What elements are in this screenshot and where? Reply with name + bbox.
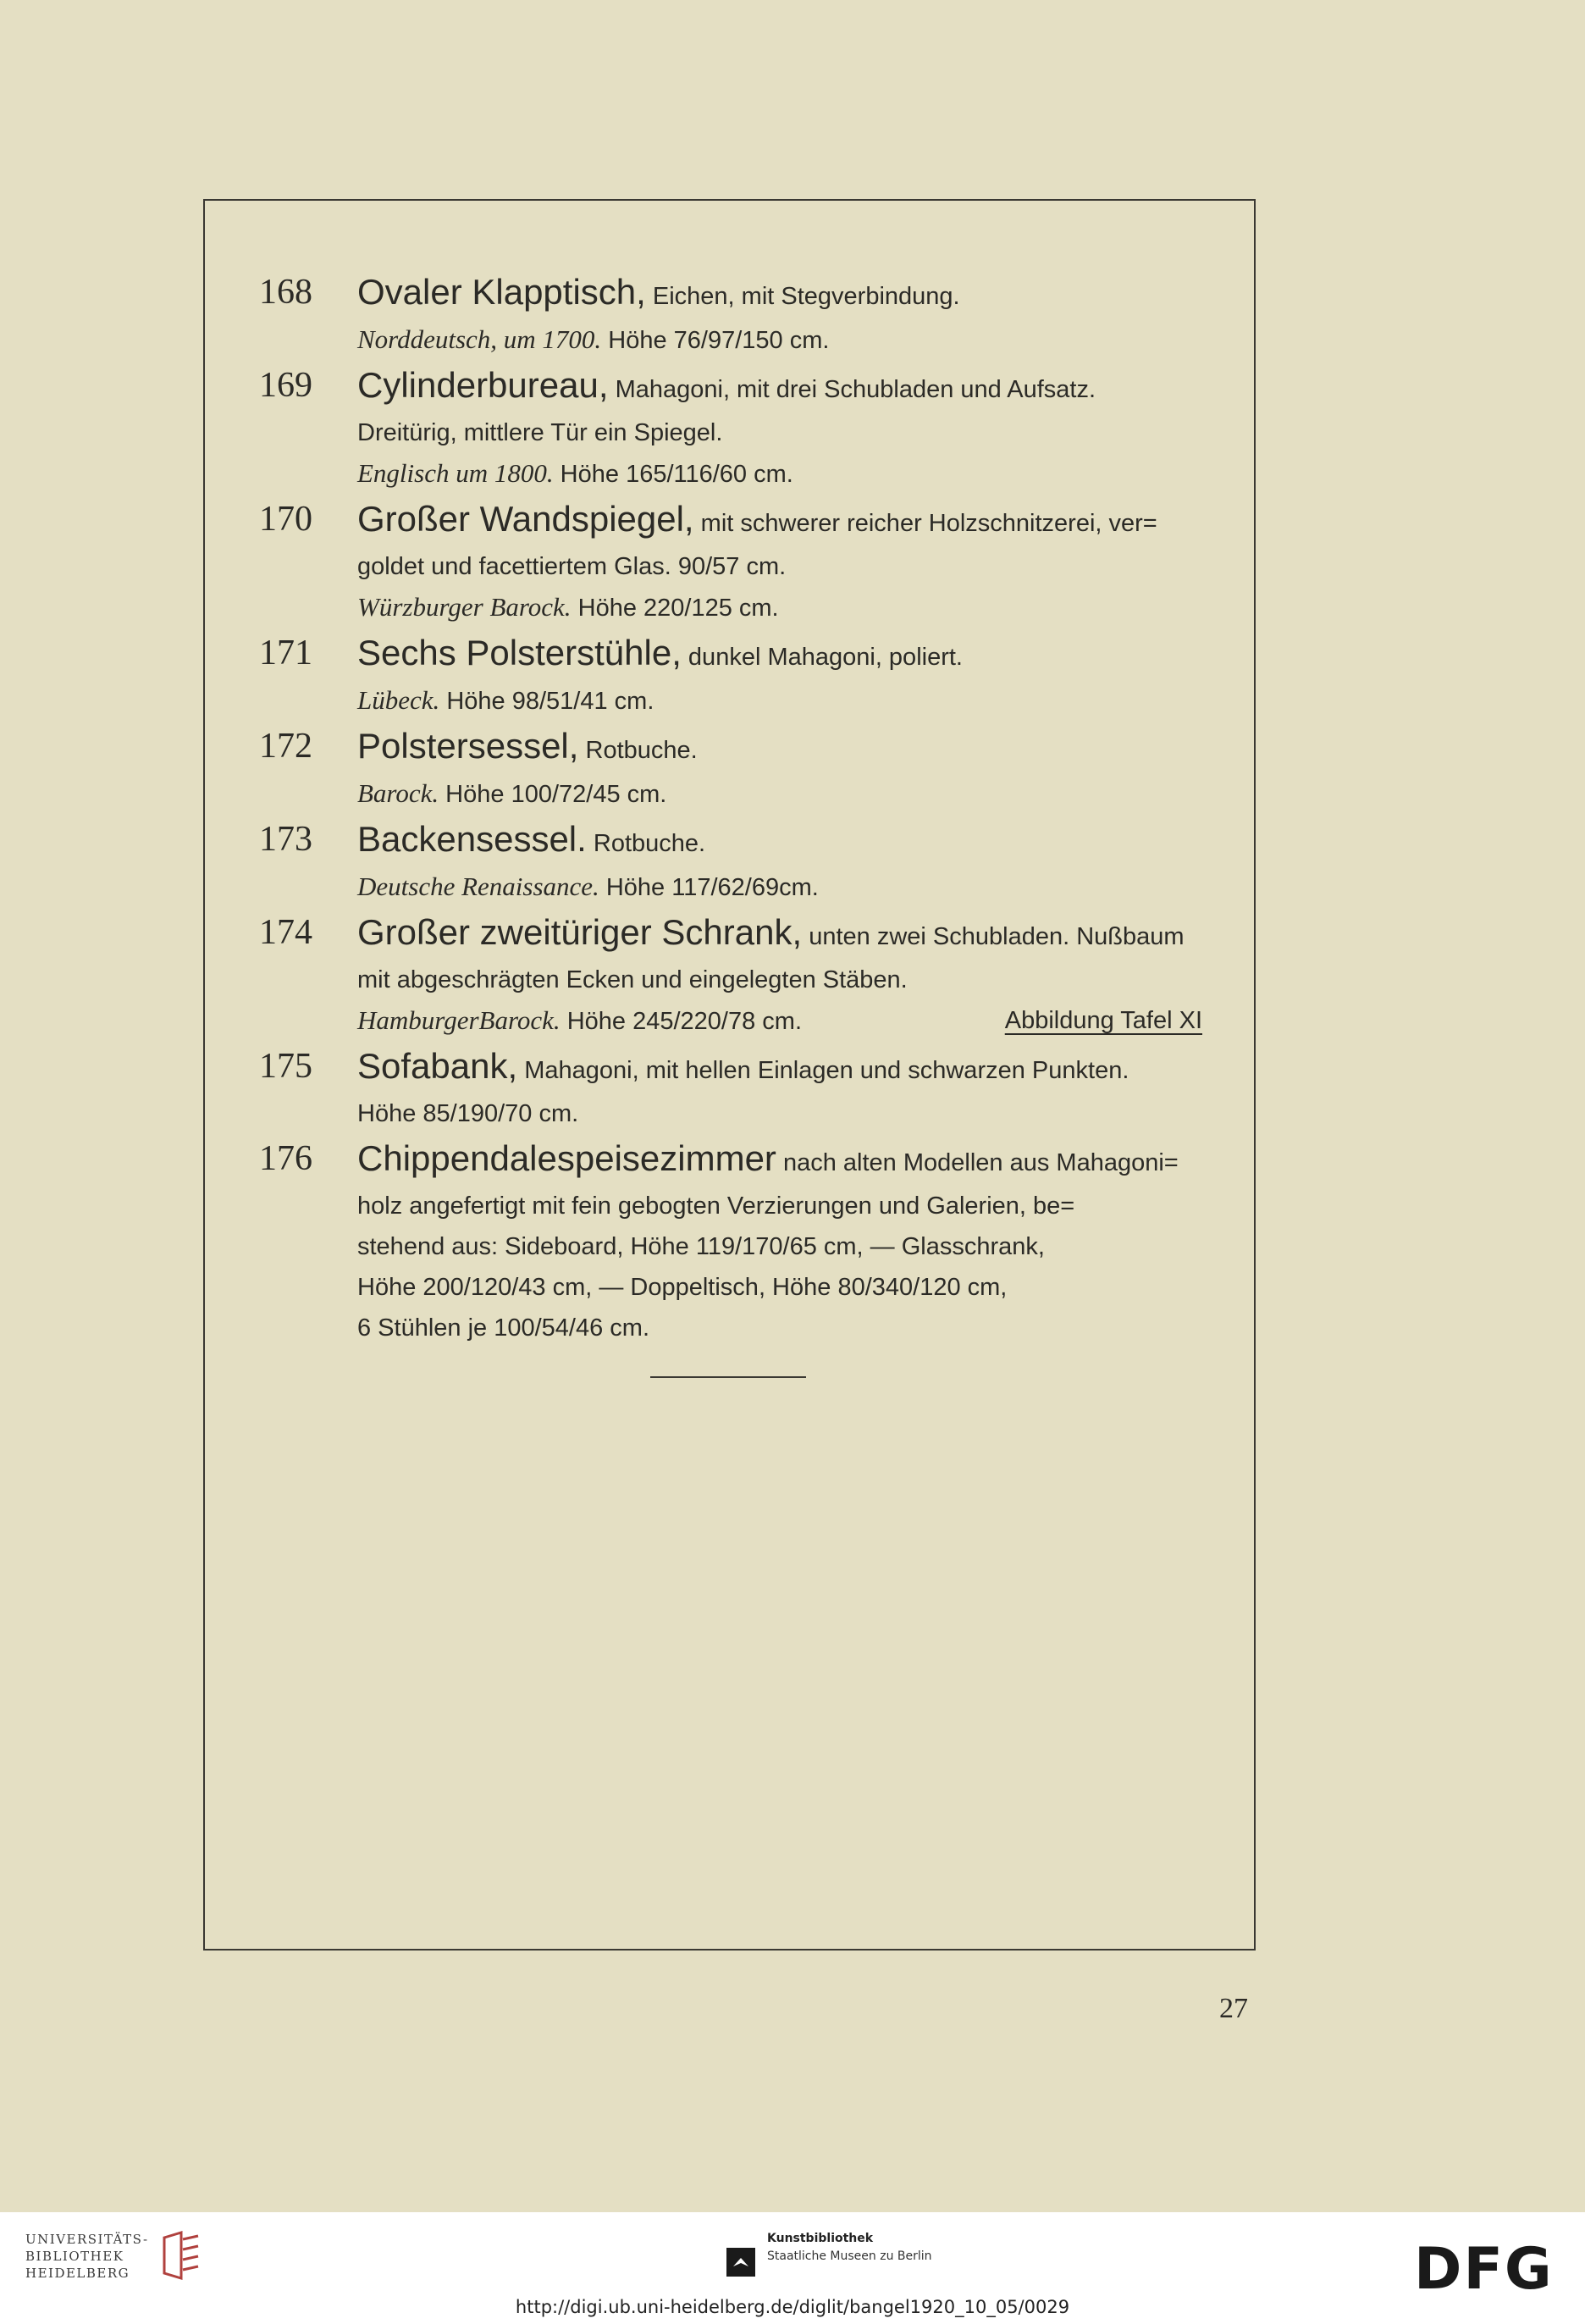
entry-number: 174: [259, 913, 312, 952]
kunstbibliothek-subtitle: Staatliche Museen zu Berlin: [767, 2249, 932, 2263]
ub-heidelberg-logo[interactable]: [25, 2229, 205, 2283]
entry-number: 175: [259, 1047, 312, 1086]
item-description: Höhe 117/62/69cm.: [599, 874, 819, 901]
entry-line: [357, 269, 1202, 319]
catalog-entry: [254, 723, 1202, 815]
catalog-entry: [254, 1136, 1202, 1348]
entry-number: 176: [259, 1139, 312, 1178]
kunstbibliothek-title: Kunstbibliothek: [767, 2232, 874, 2245]
item-description: Mahagoni, mit hellen Einlagen und schwarzen Punkten.: [517, 1057, 1129, 1084]
catalog-entry: [254, 269, 1202, 361]
page-number: 27: [1219, 1993, 1248, 2024]
dfg-logo[interactable]: DFG: [1414, 2236, 1554, 2303]
entry-line: [357, 546, 1202, 587]
entry-line: [357, 910, 1202, 960]
item-description: dunkel Mahagoni, poliert.: [681, 644, 963, 671]
item-description: 6 Stühlen je 100/54/46 cm.: [357, 1314, 650, 1342]
entry-number: 173: [259, 820, 312, 859]
item-title: Backensessel.: [357, 819, 587, 859]
item-description: Höhe 85/190/70 cm.: [357, 1100, 579, 1127]
catalog-entry: [254, 630, 1202, 722]
entry-number: 171: [259, 634, 312, 672]
entry-line: [357, 630, 1202, 680]
catalog-entries: [254, 269, 1202, 1350]
entry-line: [357, 412, 1202, 453]
item-title: Sofabank,: [357, 1046, 518, 1086]
entry-line: [357, 723, 1202, 773]
item-description: Eichen, mit Stegverbindung.: [645, 283, 960, 310]
item-description: stehend aus: Sideboard, Höhe 119/170/65 cm, — Glasschrank,: [357, 1233, 1045, 1260]
catalog-entry: [254, 362, 1202, 495]
entry-line: [357, 816, 1202, 866]
catalog-entry: [254, 496, 1202, 628]
item-description: Rotbuche.: [578, 737, 698, 764]
catalog-entry: [254, 910, 1202, 1042]
entry-number: 172: [259, 727, 312, 766]
item-period: Lübeck.: [357, 685, 440, 715]
end-rule: [650, 1376, 806, 1378]
ub-heidelberg-mark-icon: [157, 2229, 205, 2283]
item-description: Höhe 200/120/43 cm, — Doppeltisch, Höhe 80/340/120 cm,: [357, 1274, 1008, 1301]
item-title: Polstersessel,: [357, 726, 579, 766]
item-description: Mahagoni, mit drei Schubladen und Aufsatz.: [608, 376, 1096, 403]
entry-number: 168: [259, 273, 312, 312]
entry-line: [357, 866, 1202, 908]
item-period: Würzburger Barock.: [357, 592, 572, 622]
entry-line: [357, 496, 1202, 546]
item-title: Großer zweitüriger Schrank,: [357, 912, 803, 952]
item-period: Deutsche Renaissance.: [357, 872, 599, 901]
item-description: Dreitürig, mittlere Tür ein Spiegel.: [357, 419, 723, 446]
entry-line: [357, 1308, 1202, 1348]
plate-reference: Abbildung Tafel XI: [1004, 1007, 1202, 1034]
item-description: Höhe 245/220/78 cm.: [560, 1008, 802, 1035]
item-period: Englisch um 1800.: [357, 458, 554, 488]
item-description: goldet und facettiertem Glas. 90/57 cm.: [357, 553, 787, 580]
kunstbibliothek-logo[interactable]: [726, 2229, 932, 2277]
entry-line: [357, 1226, 1202, 1267]
entry-line: [357, 1136, 1202, 1186]
item-description: Höhe 98/51/41 cm.: [439, 688, 654, 715]
item-title: Cylinderbureau,: [357, 365, 609, 405]
catalog-entry: [254, 1043, 1202, 1134]
item-period: Barock.: [357, 778, 439, 808]
ub-logo-text: UNIVERSITÄTS- BIBLIOTHEK HEIDELBERG: [25, 2232, 149, 2281]
item-description: mit abgeschrägten Ecken und eingelegten Stäben.: [357, 966, 908, 993]
entry-line: [357, 362, 1202, 412]
catalog-entry: [254, 816, 1202, 908]
item-title: Großer Wandspiegel,: [357, 499, 694, 539]
entry-line: [357, 773, 1202, 815]
kunstbibliothek-eagle-icon: [726, 2248, 755, 2277]
item-title: Chippendalespeisezimmer: [357, 1138, 776, 1178]
entry-line: [357, 319, 1202, 361]
entry-number: 169: [259, 366, 312, 405]
item-description: Höhe 76/97/150 cm.: [601, 327, 830, 354]
item-description: Höhe 220/125 cm.: [571, 595, 779, 622]
item-title: Sechs Polsterstühle,: [357, 633, 682, 672]
item-description: Höhe 165/116/60 cm.: [553, 461, 793, 488]
entry-number: 170: [259, 500, 312, 539]
item-period: HamburgerBarock.: [357, 1005, 561, 1035]
entry-line: [357, 960, 1202, 1000]
item-description: mit schwerer reicher Holzschnitzerei, ver=: [693, 510, 1157, 537]
entry-line: [357, 1093, 1202, 1134]
item-description: nach alten Modellen aus Mahagoni=: [776, 1149, 1179, 1176]
entry-line: [357, 680, 1202, 722]
source-url[interactable]: http://digi.ub.uni-heidelberg.de/diglit/bangel1920_10_05/0029: [515, 2297, 1070, 2317]
entry-line: [357, 453, 1202, 495]
item-period: Norddeutsch, um 1700.: [357, 324, 602, 354]
item-description: holz angefertigt mit fein gebogten Verzierungen und Galerien, be=: [357, 1192, 1075, 1220]
item-description: Höhe 100/72/45 cm.: [439, 781, 667, 808]
item-description: unten zwei Schubladen. Nußbaum: [802, 923, 1185, 950]
entry-line: [357, 1186, 1202, 1226]
item-title: Ovaler Klapptisch,: [357, 272, 646, 312]
item-description: Rotbuche.: [586, 830, 706, 857]
entry-line: [357, 1267, 1202, 1308]
entry-line: [357, 1000, 1202, 1042]
entry-line: [357, 587, 1202, 628]
entry-line: [357, 1043, 1202, 1093]
